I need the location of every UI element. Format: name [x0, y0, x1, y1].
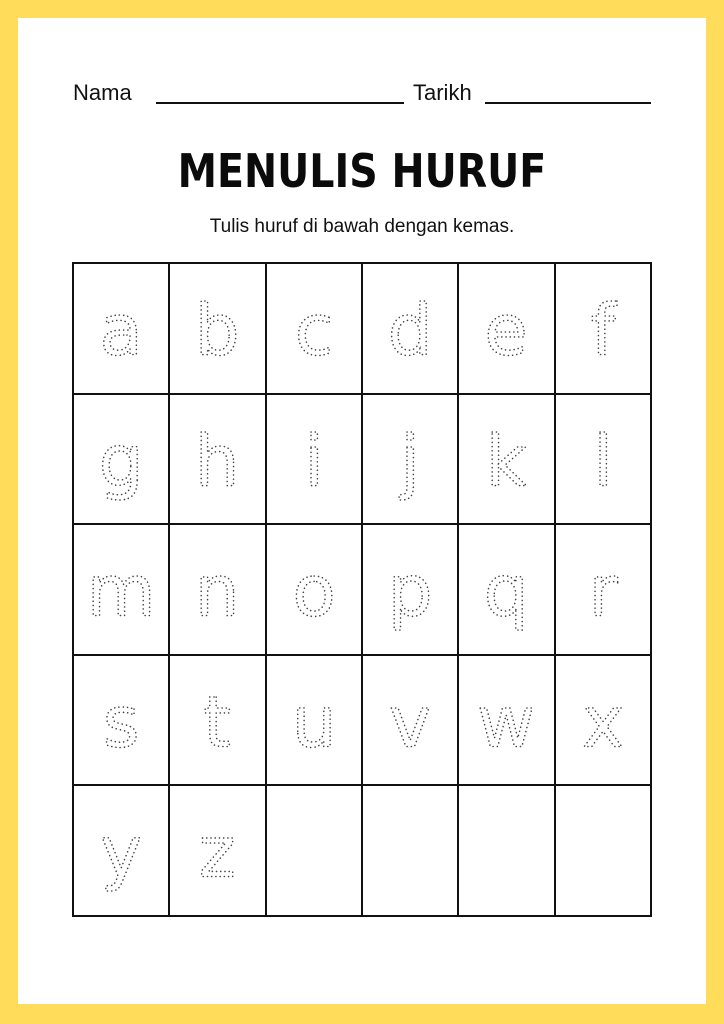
trace-letter: q — [484, 549, 529, 633]
trace-letter: n — [195, 549, 240, 633]
trace-letter: y — [100, 810, 143, 894]
date-line — [485, 102, 651, 104]
letter-cell-n — [170, 525, 266, 656]
trace-letter: g — [98, 418, 144, 502]
empty-cell — [363, 786, 459, 917]
trace-letter: i — [304, 418, 324, 502]
trace-letter: p — [387, 549, 433, 633]
trace-letter: f — [590, 288, 616, 372]
date-label: Tarikh — [413, 80, 472, 105]
trace-letter: x — [581, 680, 624, 764]
trace-letter: u — [291, 680, 337, 764]
trace-letter: e — [484, 288, 529, 372]
trace-letter: w — [477, 680, 536, 764]
trace-letter: z — [198, 810, 237, 894]
empty-cell — [267, 786, 363, 917]
worksheet — [18, 18, 706, 1004]
letter-cell-r — [556, 525, 652, 656]
trace-letter: h — [195, 418, 240, 502]
letter-cell-t — [170, 656, 266, 787]
letter-cell-x — [556, 656, 652, 787]
trace-letter: c — [294, 288, 334, 372]
letter-cell-z — [170, 786, 266, 917]
name-label: Nama — [73, 80, 132, 105]
trace-letter: d — [387, 288, 433, 372]
letter-cell-j — [363, 395, 459, 526]
trace-letter: s — [102, 680, 140, 764]
letter-cell-b — [170, 264, 266, 395]
trace-letter: j — [400, 418, 420, 502]
letter-cell-d — [363, 264, 459, 395]
letter-cell-h — [170, 395, 266, 526]
trace-letter: o — [292, 549, 336, 633]
instructions: Tulis huruf di bawah dengan kemas. — [209, 216, 515, 237]
letter-cell-g — [74, 395, 170, 526]
trace-letter: k — [486, 418, 527, 502]
name-line — [156, 102, 404, 104]
trace-letter: v — [389, 680, 432, 764]
letter-cell-m — [74, 525, 170, 656]
letter-cell-a — [74, 264, 170, 395]
letter-cell-q — [459, 525, 555, 656]
letter-cell-i — [267, 395, 363, 526]
page-title: MENULIS HURUF — [177, 144, 547, 198]
letter-cell-o — [267, 525, 363, 656]
letter-cell-c — [267, 264, 363, 395]
trace-letter: m — [86, 549, 156, 633]
header-row — [18, 18, 706, 118]
letter-cell-l — [556, 395, 652, 526]
trace-letter: b — [195, 288, 240, 372]
letter-grid — [72, 262, 652, 917]
letter-cell-e — [459, 264, 555, 395]
letter-cell-v — [363, 656, 459, 787]
trace-letter: t — [203, 680, 232, 764]
empty-cell — [556, 786, 652, 917]
empty-cell — [459, 786, 555, 917]
trace-letter: a — [99, 288, 143, 372]
letter-cell-y — [74, 786, 170, 917]
letter-cell-p — [363, 525, 459, 656]
letter-cell-w — [459, 656, 555, 787]
letter-cell-f — [556, 264, 652, 395]
trace-letter: r — [588, 549, 618, 633]
trace-letter: l — [593, 418, 613, 502]
letter-cell-s — [74, 656, 170, 787]
letter-cell-k — [459, 395, 555, 526]
letter-cell-u — [267, 656, 363, 787]
